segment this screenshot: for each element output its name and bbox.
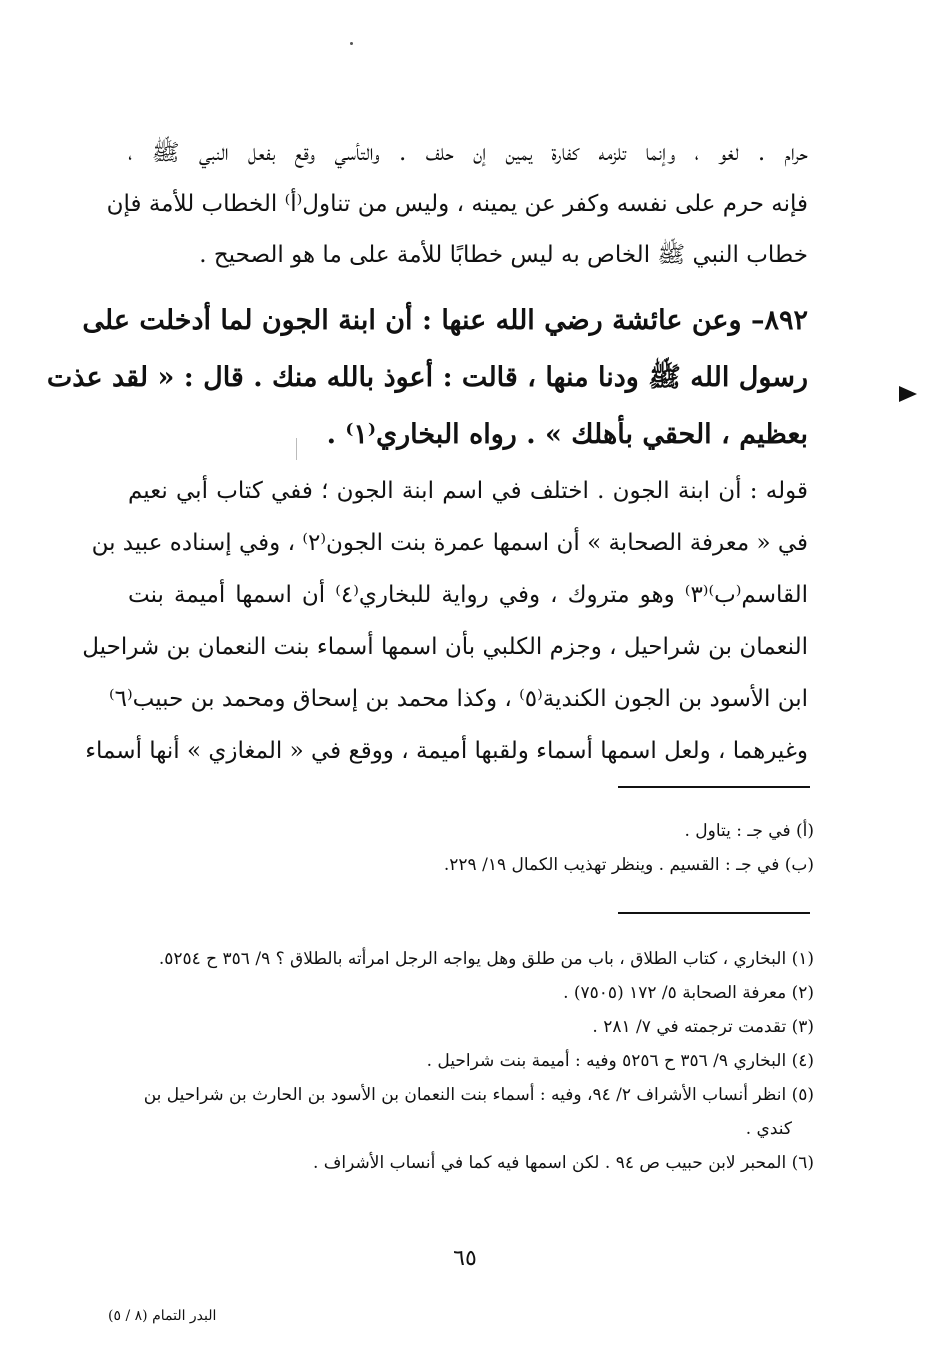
text-line: وغيرهما ، ولعل اسمها أسماء ولقبها أميمة ، ووقع في « المغازي » أنها أسماء	[85, 738, 808, 764]
hadith-line: بعظيم ، الحقي بأهلك » . رواه البخاري⁽١⁾ .	[326, 419, 808, 450]
footnote-separator	[618, 912, 810, 914]
hadith-line: ٨٩٢– وعن عائشة رضي الله عنها : أن ابنة الجون لما أدخلت على	[82, 305, 808, 336]
footnote-continuation: كندي .	[745, 1119, 792, 1139]
scan-dot	[350, 42, 353, 45]
hadith-line: رسول الله ﷺ ودنا منها ، قالت : أعوذ بالله منك . قال : « لقد عذت	[46, 362, 808, 393]
variant-note: (ب) في جـ : القسيم . وينظر تهذيب الكمال ١٩/ ٢٢٩.	[443, 855, 814, 875]
footnote: (٢) معرفة الصحابة ٥/ ١٧٢ (٧٥٠٥) .	[563, 983, 814, 1003]
text-line: في « معرفة الصحابة » أن اسمها عمرة بنت الجون⁽٢⁾ ، وفي إسناده عبيد بن	[91, 530, 808, 556]
body-paragraph-1	[106, 128, 808, 281]
margin-arrow-marker	[899, 386, 917, 402]
text-line: قوله : أن ابنة الجون . اختلف في اسم ابنة الجون ؛ ففي كتاب أبي نعيم	[128, 478, 808, 504]
footnotes	[124, 942, 814, 1180]
text-line: القاسم⁽ب⁾⁽٣⁾ وهو متروك ، وفي رواية للبخاري⁽٤⁾ أن اسمها أميمة بنت	[128, 582, 809, 608]
footnote-separator	[618, 786, 810, 788]
footnote: (٤) البخاري ٩/ ٣٥٦ ح ٥٢٥٦ وفيه : أميمة بنت شراحيل .	[426, 1051, 814, 1071]
page-number: ٦٥	[453, 1246, 477, 1271]
footnote: (٣) تقدمت ترجمته في ٧/ ٢٨١ .	[592, 1017, 814, 1037]
text-line: خطاب النبي ﷺ الخاص به ليس خطابًا للأمة على ما هو الصحيح .	[199, 242, 808, 268]
text-line: فإنه حرم على نفسه وكفر عن يمينه ، وليس من تناول⁽أ⁾ الخطاب للأمة فإن	[106, 191, 808, 217]
body-paragraph-2	[82, 465, 809, 777]
text-line: النعمان بن شراحيل ، وجزم الكلبي بأن اسمها أسماء بنت النعمان بن شراحيل	[82, 634, 808, 660]
footnote: (٥) انظر أنساب الأشراف ٢/ ٩٤، وفيه : أسماء بنت النعمان بن الأسود بن الحارث بن شراحيل بن	[143, 1085, 814, 1105]
running-footer: البدر التمام (٨ / ٥)	[108, 1308, 217, 1324]
variant-notes	[124, 814, 814, 882]
variant-note: (أ) في جـ : يتاول .	[684, 821, 814, 841]
footnote: (٦) المحبر لابن حبيب ص ٩٤ . لكن اسمها فيه كما في أنساب الأشراف .	[312, 1153, 814, 1173]
footnote: (١) البخاري ، كتاب الطلاق ، باب من طلق وهل يواجه الرجل امرأته بالطلاق ؟ ٩/ ٣٥٦ ح ٥٢٥٤.	[158, 949, 814, 969]
text-line: حرام . لغو ، وإنما تلزمه كفارة يمين إن حلف . والتأسي وقع بفعل النبي ﷺ ،	[128, 140, 808, 166]
text-line: ابن الأسود بن الجون الكندية⁽٥⁾ ، وكذا محمد بن إسحاق ومحمد بن حبيب⁽٦⁾	[108, 686, 808, 712]
hadith-text	[46, 292, 808, 463]
